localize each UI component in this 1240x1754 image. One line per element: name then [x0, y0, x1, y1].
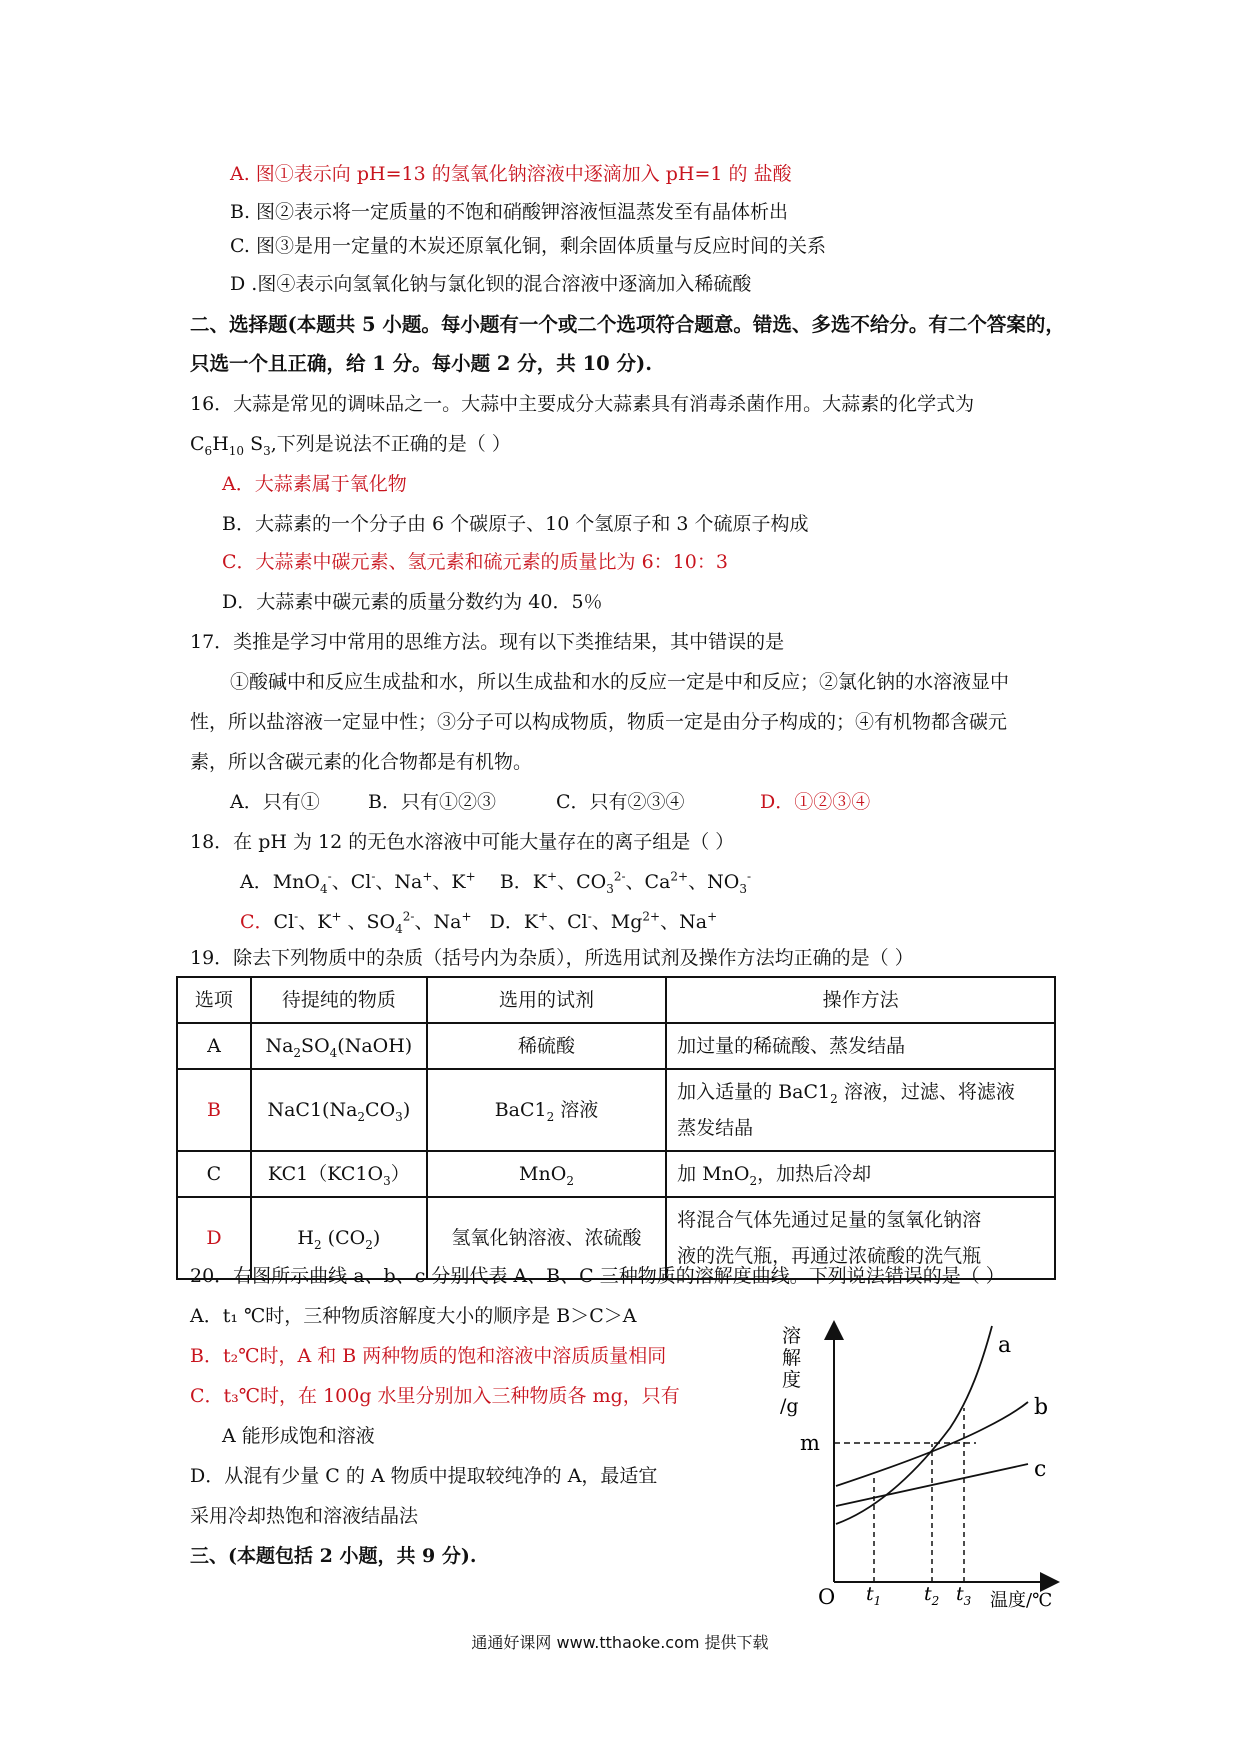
q15-option-a: A. 图①表示向 pH=13 的氢氧化钠溶液中逐滴加入 pH=1 的 盐酸: [230, 163, 792, 185]
q20-option-c-line2: A 能形成饱和溶液: [222, 1425, 375, 1447]
curve-b-label: b: [1034, 1395, 1049, 1420]
q17-body-line3: 素，所以含碳元素的化合物都是有机物。: [190, 751, 533, 773]
row-b-reagent: $BaC1_2$ 溶液: [427, 1069, 666, 1151]
q15-option-b: B. 图②表示将一定质量的不饱和硝酸钾溶液恒温蒸发至有晶体析出: [230, 201, 789, 223]
q20-option-a: A．t₁ ℃时，三种物质溶解度大小的顺序是 B＞C＞A: [190, 1305, 637, 1327]
q20-option-d-line1: D．从混有少量 C 的 A 物质中提取较纯净的 A，最适宜: [190, 1465, 658, 1487]
row-c-reagent: MnO$_2$: [427, 1151, 666, 1197]
section2-header-line2: 只选一个且正确，给 1 分。每小题 2 分，共 10 分).: [190, 352, 653, 375]
q17-body-line2: 性，所以盐溶液一定显中性；③分子可以构成物质，物质一定是由分子构成的；④有机物都含碳元: [190, 711, 1008, 733]
row-b-method: 加入适量的 $BaC1_2$ 溶液，过滤、将滤液 蒸发结晶: [666, 1069, 1055, 1151]
row-d-reagent: 氢氧化钠溶液、浓硫酸: [427, 1197, 666, 1279]
row-a-method: 加过量的稀硫酸、蒸发结晶: [666, 1023, 1055, 1069]
t2-label: $t_2$: [924, 1583, 940, 1608]
row-b-substance: $NaC1(Na_2CO_3)$: [251, 1069, 427, 1151]
row-a-substance: $Na_2SO_4(NaOH)$: [251, 1023, 427, 1069]
q20-option-c-line1: C．t₃℃时，在 100g 水里分别加入三种物质各 mg，只有: [190, 1385, 680, 1407]
row-d-substance: $H_2$ $(CO_2)$: [251, 1197, 427, 1279]
q16-option-b: B．大蒜素的一个分子由 6 个碳原子、10 个氢原子和 3 个硫原子构成: [222, 513, 809, 535]
curve-c-label: c: [1034, 1457, 1047, 1482]
q16-option-a: A．大蒜素属于氧化物: [222, 473, 407, 495]
page-footer: 通通好课网 www.tthaoke.com 提供下载: [471, 1633, 769, 1652]
row-d-option: D: [177, 1197, 251, 1279]
row-c-method: 加 MnO$_2$，加热后冷却: [666, 1151, 1055, 1197]
q17-body-line1: ①酸碱中和反应生成盐和水，所以生成盐和水的反应一定是中和反应；②氯化钠的水溶液显中: [230, 671, 1010, 693]
header-option: 选项: [177, 977, 251, 1023]
header-substance: 待提纯的物质: [251, 977, 427, 1023]
table-row: [177, 1023, 1055, 1069]
solubility-graph: [770, 1318, 1090, 1608]
header-reagent: 选用的试剂: [427, 977, 666, 1023]
table-header-row: [177, 977, 1055, 1023]
q17-option-c: C．只有②③④: [556, 791, 685, 813]
q17-option-a: A．只有①: [230, 791, 320, 813]
header-method: 操作方法: [666, 977, 1055, 1023]
q15-option-d: D .图④表示向氢氧化钠与氯化钡的混合溶液中逐滴加入稀硫酸: [230, 273, 752, 295]
row-c-option: C: [177, 1151, 251, 1197]
q18-options-ab: A．MnO$_4$-、Cl-、Na+、K+ B．K+、$CO_3^{2-}$、$Ca^{2+}$、$NO_3^-$: [240, 869, 752, 896]
t3-label: $t_3$: [956, 1583, 972, 1608]
y-label-2: 解: [782, 1347, 802, 1369]
row-d-method: 将混合气体先通过足量的氢氧化钠溶 液的洗气瓶，再通过浓硫酸的洗气瓶: [666, 1197, 1055, 1279]
q20-option-b: B．t₂℃时，A 和 B 两种物质的饱和溶液中溶质质量相同: [190, 1345, 667, 1367]
q16-option-c: C．大蒜素中碳元素、氢元素和硫元素的质量比为 6：10：3: [222, 551, 728, 573]
curve-a: [836, 1326, 992, 1524]
origin-label: O: [818, 1585, 836, 1608]
section3-header: 三、(本题包括 2 小题，共 9 分).: [190, 1545, 477, 1567]
y-label-4: /g: [780, 1395, 799, 1417]
row-b-option: B: [177, 1069, 251, 1151]
q15-option-c: C. 图③是用一定量的木炭还原氧化铜，剩余固体质量与反应时间的关系: [230, 235, 826, 257]
q17-option-d: D．①②③④: [760, 791, 871, 813]
q20-option-d-line2: 采用冷却热饱和溶液结晶法: [190, 1505, 419, 1527]
t1-label: $t_1$: [866, 1583, 882, 1608]
table-row: [177, 1069, 1055, 1151]
row-a-reagent: 稀硫酸: [427, 1023, 666, 1069]
q18-stem: 18．在 pH 为 12 的无色水溶液中可能大量存在的离子组是（ ）: [190, 831, 735, 853]
q16-option-d: D．大蒜素中碳元素的质量分数约为 40．5％: [222, 591, 603, 613]
y-label-1: 溶: [782, 1325, 802, 1347]
x-axis-label: 温度/℃: [990, 1590, 1053, 1608]
q16-stem: 16．大蒜是常见的调味品之一。大蒜中主要成分大蒜素具有消毒杀菌作用。大蒜素的化学式为: [190, 393, 975, 415]
q18-options-cd: C．Cl-、K+ 、$SO_4^{2-}$、Na+ D．K+、Cl-、$Mg^{2+}$、Na+: [240, 909, 718, 936]
q20-stem: 20．右图所示曲线 a、b、c 分别代表 A、B、C 三种物质的溶解度曲线。下列说法错误的是（ ）: [190, 1265, 1005, 1287]
table-row: [177, 1151, 1055, 1197]
row-a-option: A: [177, 1023, 251, 1069]
q19-table: [176, 976, 1056, 1280]
m-label: m: [800, 1431, 820, 1455]
q19-stem: 19．除去下列物质中的杂质（括号内为杂质），所选用试剂及操作方法均正确的是（ ）: [190, 947, 914, 969]
q17-stem: 17．类推是学习中常用的思维方法。现有以下类推结果，其中错误的是: [190, 631, 785, 653]
section2-header-line1: 二、选择题(本题共 5 小题。每小题有一个或二个选项符合题意。错选、多选不给分。有二个答案的，: [190, 313, 1065, 336]
q17-option-b: B．只有①②③: [368, 791, 496, 813]
y-label-3: 度: [782, 1369, 802, 1391]
row-c-substance: $KC1(KC1O_3)$: [251, 1151, 427, 1197]
curve-a-label: a: [998, 1333, 1012, 1358]
q16-formula-line: $C_6H_{10}$ $S_3$,下列是说法不正确的是（ ）: [190, 433, 511, 458]
